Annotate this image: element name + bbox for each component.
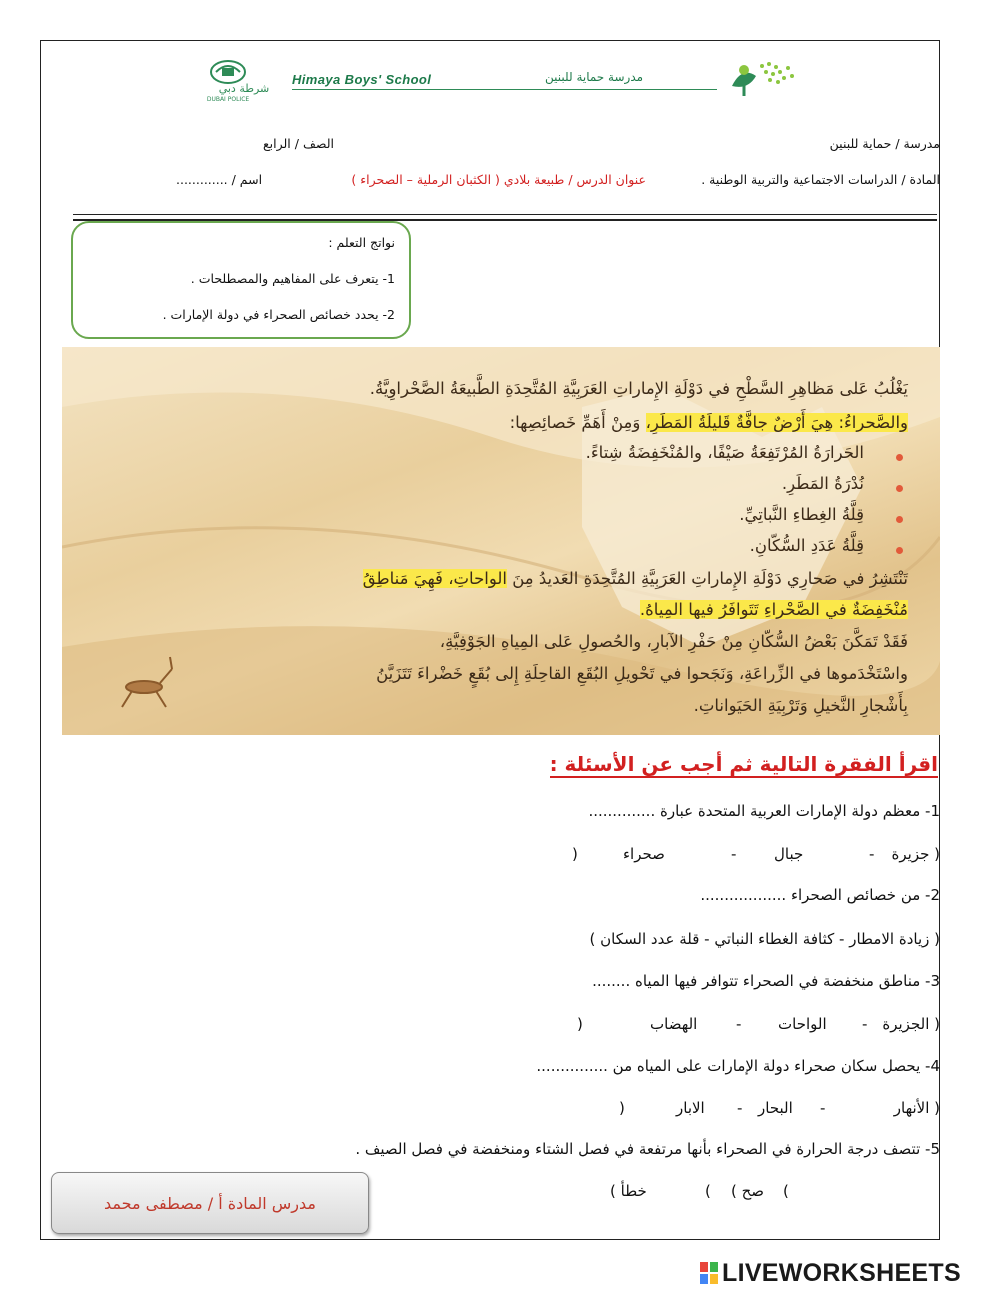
dubai-police-logo xyxy=(198,58,290,102)
divider-top xyxy=(73,214,937,215)
question-4: 4- يحصل سكان صحراء دولة الإمارات على المياه من ............... xyxy=(536,1057,940,1075)
question-5: 5- تتصف درجة الحرارة في الصحراء بأنها مرتفعة في فصل الشتاء ومنخفضة في فصل الصيف . xyxy=(355,1140,940,1158)
passage-oasis-line-2 xyxy=(640,600,908,619)
school-logo-icon xyxy=(722,56,800,100)
q1-dash: - xyxy=(731,845,737,863)
q2-options[interactable]: ( زيادة الامطار - كثافة الغطاء النباتي - قلة عدد السكان ) xyxy=(589,930,940,948)
passage-line-2 xyxy=(510,413,908,432)
passage-water-line: فَقَدْ تَمَكَّنَ بَعْضُ السُّكّانِ مِنْ حَفْرِ الآبارِ، والحُصولِ عَلى المِياهِ الجَوْفِيَّةِ، xyxy=(439,632,908,651)
outcome-item: 1- يتعرف على المفاهيم والمصطلحات . xyxy=(190,271,395,286)
oasis-text: تَنْتَشِرُ في صَحارِي دَوْلَةِ الإِماراتِ العَرَبِيَّةِ المُتَّحِدَةِ العَديدُ مِنَ xyxy=(507,569,908,588)
q4-dash: - xyxy=(820,1099,826,1117)
police-en-text: DUBAI POLICE xyxy=(206,96,250,102)
q5-open-paren: ( xyxy=(705,1182,711,1200)
q3-dash: - xyxy=(862,1015,868,1033)
q4-dash: - xyxy=(737,1099,743,1117)
q3-close-paren: ) xyxy=(577,1015,583,1033)
q1-dash: - xyxy=(869,845,875,863)
q5-option-false[interactable]: خطأ ) xyxy=(610,1182,647,1200)
outcome-item: 2- يحدد خصائص الصحراء في دولة الإمارات . xyxy=(162,307,395,322)
q1-option-mountains[interactable]: جبال xyxy=(774,845,804,863)
q1-option-jazira[interactable]: ( جزيرة xyxy=(891,845,940,863)
q5-option-true[interactable]: صح ) xyxy=(731,1182,765,1200)
liveworksheets-logo-icon xyxy=(700,1262,718,1284)
name-field[interactable]: اسم / ............. xyxy=(176,172,263,187)
passage-water-line: واسْتَخْدَموها في الزِّراعَةِ، وَنَجَحوا في تَحْويلِ البُقَعِ القاحِلَةِ إِلى بُقَعٍ خَضْراءَ تَتَزَيَّنُ xyxy=(376,664,908,683)
liveworksheets-brand: LIVEWORKSHEETS xyxy=(722,1259,961,1287)
passage-water-line: بِأَشْجارِ النَّخيلِ وَتَرْبِيَةِ الحَيَواناتِ. xyxy=(693,696,908,715)
learning-outcomes-box xyxy=(71,221,411,339)
teacher-name-box: مدرس المادة أ / مصطفى محمد xyxy=(51,1172,369,1234)
q4-option-wells[interactable]: الابار xyxy=(676,1099,705,1117)
school-name-ar: مدرسة حماية للبنين xyxy=(545,70,644,84)
highlight-desert-definition: والصَّحراءُ: هِيَ أَرْضٌ جافَّةٌ قَليلَةُ المَطَرِ، xyxy=(645,413,908,432)
q4-option-rivers[interactable]: ( الأنهار xyxy=(893,1099,940,1117)
q3-option-jazira[interactable]: ( الجزيرة xyxy=(882,1015,940,1033)
passage-oasis-line xyxy=(363,569,908,588)
lesson-title: عنوان الدرس / طبيعة بلادي ( الكثبان الرملية – الصحراء ) xyxy=(351,172,646,187)
bullet-item: قِلَّةُ عَدَدِ السُّكّانِ. xyxy=(749,536,864,555)
q1-option-desert[interactable]: صحراء xyxy=(623,845,665,863)
q5-open-paren: ( xyxy=(783,1182,789,1200)
bullet-item: نُدْرَةُ المَطَرِ. xyxy=(781,474,864,493)
highlight-oasis-definition: مُنْخَفِضَةٌ في الصَّحْراءِ تَتَوافَرُ فيها المِياهُ. xyxy=(639,600,908,619)
subject-field: المادة / الدراسات الاجتماعية والتربية الوطنية . xyxy=(701,172,940,187)
q4-option-seas[interactable]: البحار xyxy=(758,1099,793,1117)
questions-heading: اقرأ الفقرة التالية ثم أجب عن الأسئلة : xyxy=(549,752,938,776)
outcomes-title: نواتج التعلم : xyxy=(328,235,395,250)
q3-option-oases[interactable]: الواحات xyxy=(778,1015,827,1033)
bullet-item: الحَرارَةُ المُرْتَفِعَةُ صَيْفًا، والمُنْخَفِضَةُ شِتاءً. xyxy=(585,443,864,462)
question-3: 3- مناطق منخفضة في الصحراء تتوافر فيها المياه ........ xyxy=(592,972,940,990)
bullet-dot xyxy=(896,454,903,461)
desert-passage-panel xyxy=(62,347,940,735)
question-1: 1- معظم دولة الإمارات العربية المتحدة عبارة .............. xyxy=(588,802,940,820)
q4-close-paren: ) xyxy=(619,1099,625,1117)
school-field: مدرسة / حماية للبنين xyxy=(829,136,940,151)
bullet-dot xyxy=(896,485,903,492)
school-name-en: Himaya Boys' School xyxy=(292,72,432,87)
passage-line-2-rest: وَمِنْ أَهَمِّ خَصائِصِها: xyxy=(509,413,646,432)
question-2: 2- من خصائص الصحراء .................. xyxy=(700,886,940,904)
grade-field: الصف / الرابع xyxy=(263,136,335,151)
bullet-dot xyxy=(896,516,903,523)
q1-close-paren: ) xyxy=(572,845,578,863)
q3-dash: - xyxy=(736,1015,742,1033)
passage-line-1: يَغْلُبُ عَلى مَظاهِرِ السَّطْحِ في دَوْلَةِ الإِماراتِ العَرَبِيَّةِ المُتَّحِدَةِ الطَّبيعَةُ الصَّحْراوِيَّةُ. xyxy=(369,379,908,398)
header-underline xyxy=(292,89,717,90)
police-ar-text: شرطة دبي xyxy=(218,82,270,95)
bullet-item: قِلَّةُ الغِطاءِ النَّباتِيِّ. xyxy=(739,505,864,524)
bullet-dot xyxy=(896,547,903,554)
q3-option-plateaus[interactable]: الهضاب xyxy=(650,1015,698,1033)
highlight-oases: الواحاتِ، فَهِيَ مَناطِقُ xyxy=(362,569,507,588)
